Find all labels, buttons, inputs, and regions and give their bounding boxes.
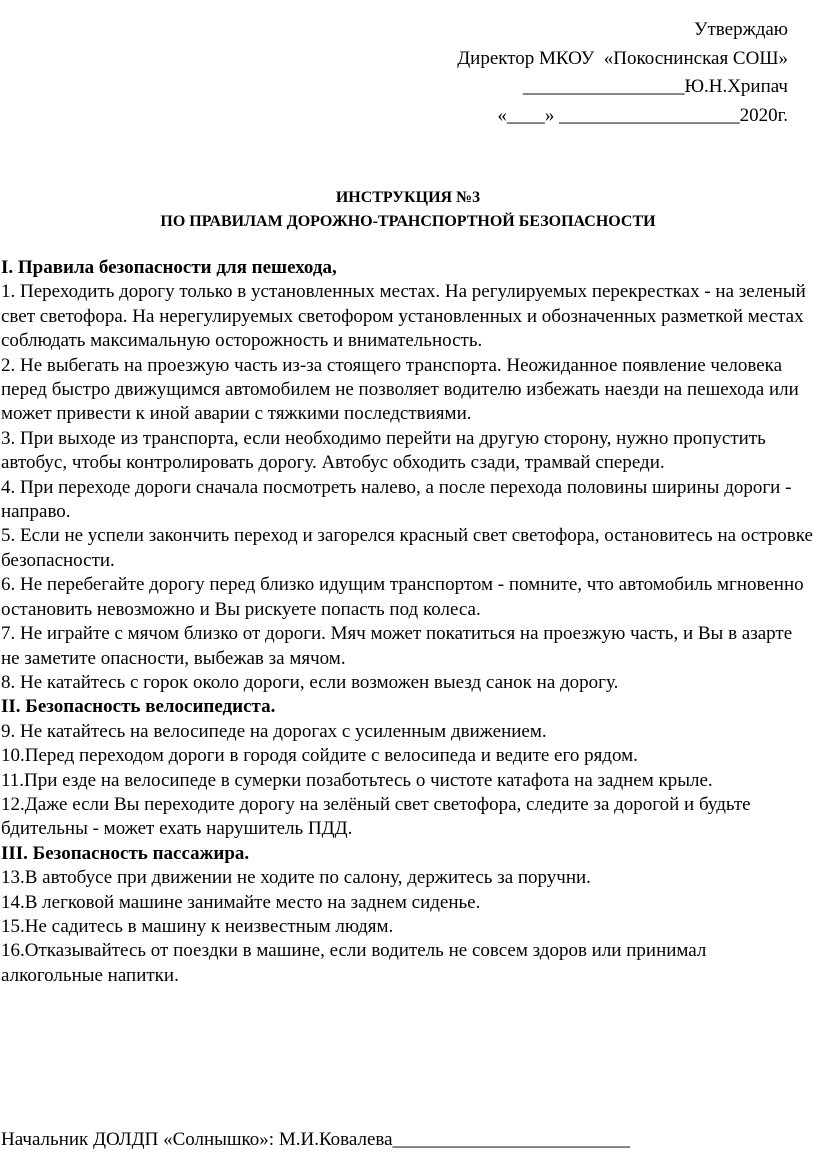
section-heading-passenger: III. Безопасность пассажира. xyxy=(1,842,250,864)
approval-block xyxy=(228,16,788,130)
approval-position: Директор МКОУ «Покоснинская СОШ» xyxy=(457,47,788,69)
rule-16: 16.Отказывайтесь от поездки в машине, если водитель не совсем здоров или принимал алкогольные напитки. xyxy=(1,940,707,986)
rule-3: 3. При выходе из транспорта, если необходимо перейти на другую сторону, нужно пропустить автобус, чтобы контролировать дорогу. Автобус обходить сзади, трамвай спереди. xyxy=(1,427,766,474)
rule-11: 11.При езде на велосипеде в сумерки позаботьтесь о чистоте катафота на заднем крыле. xyxy=(1,769,713,791)
rule-8: 8. Не катайтесь с горок около дороги, если возможен выезд санок на дорогу. xyxy=(1,671,619,693)
approval-date: «____» ___________________2020г. xyxy=(497,104,788,126)
approval-signature: _________________Ю.Н.Хрипач xyxy=(522,76,788,97)
instruction-body xyxy=(1,256,813,988)
rule-2: 2. Не выбегать на проезжую часть из-за стоящего транспорта. Неожиданное появление человека перед быстро движущимся автомобилем не позволяет водителю избежать наезди на пешехода или xyxy=(1,354,799,401)
approval-title: Утверждаю xyxy=(694,19,788,40)
rule-7: 7. Не играйте с мячом близко от дороги. Мяч может покатиться на проезжую часть, и Вы в азарте не заметите опасности, выбежав за мячом. xyxy=(1,623,793,669)
document-title xyxy=(0,186,816,234)
rule-15: 15.Не садитесь в машину к неизвестным людям. xyxy=(1,915,394,937)
rule-4: 4. При переходе дороги сначала посмотреть налево, а после перехода половины ширины дороги - направо. xyxy=(1,476,792,523)
rule-13: 13.В автобусе при движении не ходите по салону, держитесь за поручни. xyxy=(1,867,591,889)
rule-14: 14.В легковой машине занимайте место на заднем сиденье. xyxy=(1,891,481,913)
footer-signature: Начальник ДОЛДП «Солнышко»: М.И.Ковалева_________________________ xyxy=(1,1129,631,1150)
rule-1: 1. Переходить дорогу только в установленных местах. На регулируемых перекрестках - на зеленый свет светофора. На нерегулируемых светофором установленных и обозначенных разметкой местах xyxy=(1,281,806,327)
rule-10: 10.Перед переходом дороги в городя сойдите с велосипеда и ведите его рядом. xyxy=(1,745,638,767)
rule-1-continued: соблюдать максимальную осторожность и внимательность. xyxy=(1,330,483,352)
rule-12: 12.Даже если Вы переходите дорогу на зелёный свет светофора, следите за дорогой и будьте бдительны - может ехать нарушитель ПДД. xyxy=(1,793,751,840)
document-title-subject: ПО ПРАВИЛАМ ДОРОЖНО-ТРАНСПОРТНОЙ БЕЗОПАСНОСТИ xyxy=(160,213,656,230)
rule-5: 5. Если не успели закончить переход и загорелся красный свет светофора, остановитесь на островке безопасности. xyxy=(1,525,813,571)
rule-2-continued: может привести к иной аварии с тяжкими последствиями. xyxy=(1,403,472,425)
section-heading-pedestrian: I. Правила безопасности для пешехода, xyxy=(1,257,337,278)
rule-6: 6. Не перебегайте дорогу перед близко идущим транспортом - помните, что автомобиль мгновенно остановить невозможно и Вы рискуете попасть под колеса. xyxy=(1,574,804,620)
rule-9: 9. Не катайтесь на велосипеде на дорогах с усиленным движением. xyxy=(1,720,547,742)
document-title-number: ИНСТРУКЦИЯ №3 xyxy=(335,189,481,206)
section-heading-cyclist: II. Безопасность велосипедиста. xyxy=(1,696,276,718)
